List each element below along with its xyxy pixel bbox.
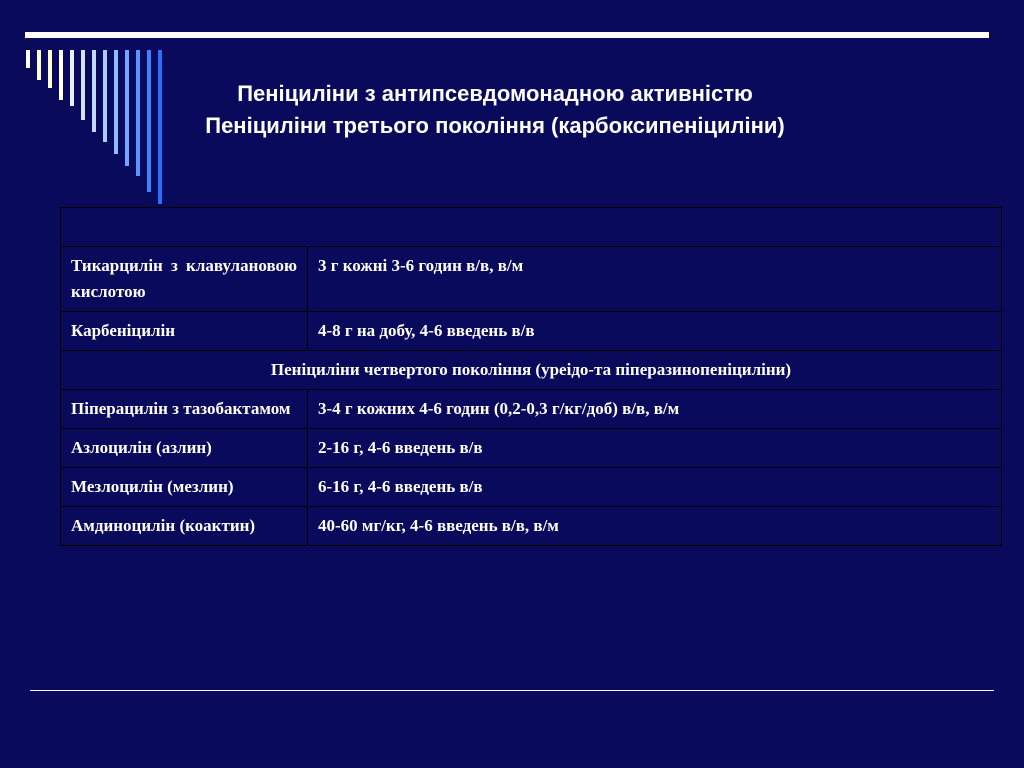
dose-cell: 6-16 г, 4-6 введень в/в: [308, 468, 1002, 507]
table-row: [61, 312, 1002, 351]
drug-name-cell: Амдиноцилін (коактин): [61, 507, 308, 546]
table-row: [61, 390, 1002, 429]
table-row: [61, 429, 1002, 468]
table-row: [61, 507, 1002, 546]
empty-header-cell: [61, 208, 1002, 247]
stripe: [59, 50, 63, 100]
drug-name-cell: Карбеніцилін: [61, 312, 308, 351]
stripe: [81, 50, 85, 120]
title-line-2: Пеніциліни третього покоління (карбоксипеніциліни): [205, 113, 785, 138]
stripe: [92, 50, 96, 132]
stripe: [37, 50, 41, 80]
dose-cell: 3-4 г кожних 4-6 годин (0,2-0,3 г/кг/доб) в/в, в/м: [308, 390, 1002, 429]
drug-name-cell: Тикарцилін з клавулановою кислотою: [61, 247, 308, 312]
slide-title: [100, 78, 890, 142]
drug-name-cell: Азлоцилін (азлин): [61, 429, 308, 468]
title-line-1: Пеніциліни з антипсевдомонадною активністю: [237, 81, 753, 106]
stripe: [48, 50, 52, 88]
stripe: [26, 50, 30, 68]
drug-name-cell: Піперацилін з тазобактамом: [61, 390, 308, 429]
dose-cell: 2-16 г, 4-6 введень в/в: [308, 429, 1002, 468]
dose-cell: 4-8 г на добу, 4-6 введень в/в: [308, 312, 1002, 351]
stripe: [70, 50, 74, 106]
section-heading-cell: Пеніциліни четвертого покоління (уреідо-та піперазинопеніциліни): [61, 351, 1002, 390]
dose-cell: 3 г кожні 3-6 годин в/в, в/м: [308, 247, 1002, 312]
drug-name-cell: Мезлоцилін (мезлин): [61, 468, 308, 507]
table-header-row: [61, 208, 1002, 247]
table-row: [61, 247, 1002, 312]
drug-dosage-table: [60, 207, 1002, 546]
dose-cell: 40-60 мг/кг, 4-6 введень в/в, в/м: [308, 507, 1002, 546]
section-row: [61, 351, 1002, 390]
table-row: [61, 468, 1002, 507]
bottom-rule: [30, 690, 994, 691]
